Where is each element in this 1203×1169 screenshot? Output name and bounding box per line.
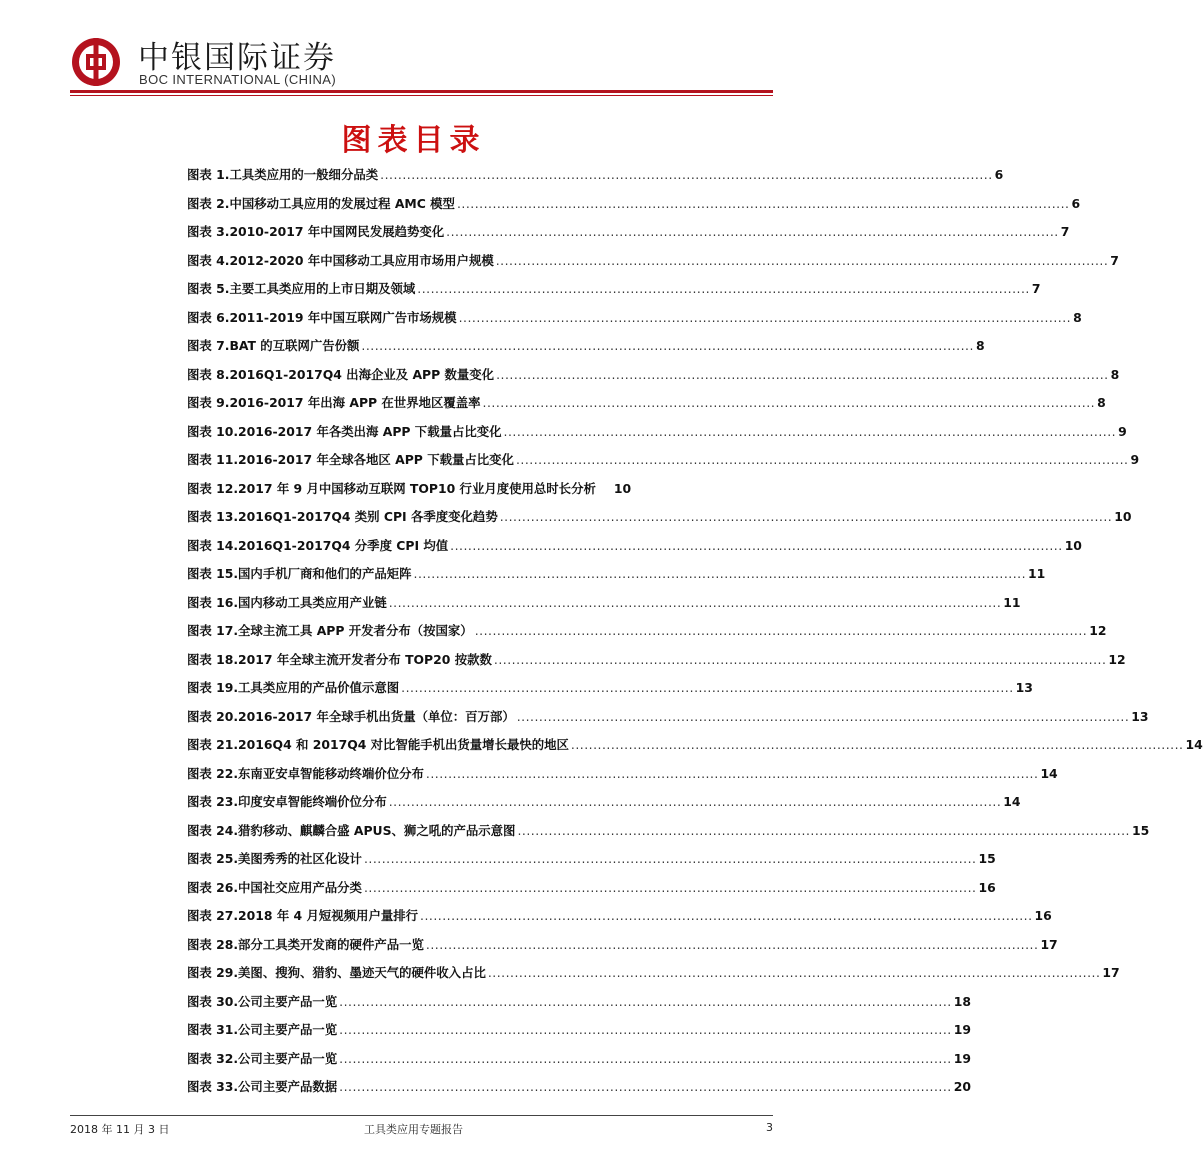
toc-entry[interactable] [187, 1077, 971, 1106]
toc-entry-number: 图表 22. [187, 765, 239, 781]
toc-entry[interactable] [187, 222, 1070, 251]
toc-leader-dots: .......................................................................................................................................... [413, 566, 1027, 581]
toc-entry-number: 图表 26. [187, 879, 239, 895]
toc-entry-title: 印度安卓智能终端价位分布 [238, 794, 387, 809]
toc-entry-number: 图表 19. [187, 680, 239, 695]
header-divider [70, 90, 773, 93]
toc-entry-title: 中国移动工具应用的发展过程 AMC 模型 [229, 195, 455, 211]
toc-entry-number: 图表 21. [187, 737, 239, 752]
toc-entry-number: 图表 31. [187, 1022, 239, 1037]
toc-entry[interactable] [187, 450, 1140, 479]
toc-entry-number: 图表 30. [187, 993, 239, 1009]
toc-entry-page: 17 [1040, 936, 1058, 952]
toc-leader-dots: .......................................................................................................................................... [570, 737, 1184, 752]
toc-entry-title: 工具类应用的一般细分品类 [229, 167, 379, 182]
toc-entry-number: 图表 10. [187, 423, 239, 439]
toc-entry-title: 2017 年全球主流开发者分布 TOP20 按款数 [238, 651, 492, 667]
toc-entry-number: 图表 6. [187, 309, 230, 325]
toc-entry-page: 12 [1108, 651, 1126, 667]
toc-leader-dots: .......................................................................................................................................... [388, 594, 1002, 610]
toc-entry[interactable] [187, 251, 1119, 280]
toc-entry-title: 2016Q1-2017Q4 类别 CPI 各季度变化趋势 [238, 509, 498, 524]
toc-entry-number: 图表 24. [187, 822, 239, 838]
toc-entry[interactable] [187, 764, 1058, 793]
toc-entry-page: 9 [1118, 423, 1127, 439]
toc-entry-page: 16 [1034, 908, 1052, 923]
toc-entry-number: 图表 11. [187, 452, 239, 467]
toc-entry-page: 14 [1040, 765, 1058, 781]
toc-leader-dots: .......................................................................................................................................... [388, 794, 1002, 809]
toc-entry-title: 2018 年 4 月短视频用户量排行 [238, 908, 419, 923]
toc-entry-title: 主要工具类应用的上市日期及领域 [229, 281, 416, 296]
toc-entry[interactable] [187, 906, 1052, 935]
toc-entry-page: 7 [1031, 281, 1041, 296]
toc-entry[interactable] [187, 735, 1203, 764]
toc-leader-dots: .......................................................................................................................................... [450, 537, 1063, 553]
toc-entry-title: 猎豹移动、麒麟合盛 APUS、狮之吼的产品示意图 [238, 822, 516, 838]
toc-entry-title: 2016-2017 年全球手机出货量（单位：百万部） [238, 708, 515, 724]
toc-leader-dots: .......................................................................................................................................... [339, 993, 952, 1009]
toc-entry-number: 图表 12. [187, 480, 239, 496]
toc-leader-dots: .......................................................................................................................................... [482, 395, 1096, 410]
toc-entry-number: 图表 27. [187, 908, 239, 923]
toc-leader-dots: .......................................................................................................................................... [339, 1050, 952, 1066]
toc-entry-title: 2016-2017 年出海 APP 在世界地区覆盖率 [229, 395, 481, 410]
toc-entry-title: 公司主要产品一览 [238, 1050, 338, 1066]
header-divider-thin [70, 95, 773, 96]
toc-entry-number: 图表 9. [187, 395, 230, 410]
toc-entry-page: 6 [994, 167, 1004, 182]
toc-leader-dots: .......................................................................................................................................... [401, 680, 1014, 695]
toc-entry-page: 10 [1114, 509, 1132, 524]
toc-entry[interactable] [187, 564, 1046, 593]
toc-leader-dots: .......................................................................................................................................... [425, 936, 1039, 952]
toc-entry-page: 6 [1071, 195, 1081, 211]
toc-entry-number: 图表 29. [187, 965, 239, 980]
toc-entry-page: 12 [1089, 623, 1107, 638]
toc-leader-dots: .......................................................................................................................................... [339, 1022, 952, 1037]
toc-entry[interactable] [187, 507, 1132, 536]
toc-entry-number: 图表 2. [187, 195, 230, 211]
toc-entry-title: 2016Q1-2017Q4 出海企业及 APP 数量变化 [229, 366, 495, 382]
toc-entry-page: 8 [1097, 395, 1106, 410]
toc-leader-dots: .......................................................................................................................................... [516, 708, 1130, 724]
toc-entry[interactable] [187, 992, 971, 1021]
toc-entry[interactable] [187, 365, 1120, 394]
toc-entry[interactable] [187, 422, 1127, 451]
toc-entry-page: 14 [1003, 794, 1021, 809]
toc-entry-page: 16 [978, 879, 996, 895]
toc-entry[interactable] [187, 1049, 971, 1078]
brand-name-en: BOC INTERNATIONAL (CHINA) [139, 72, 337, 87]
toc-entry-number: 图表 25. [187, 851, 239, 866]
toc-entry-title: 全球主流工具 APP 开发者分布（按国家） [238, 623, 473, 638]
toc-entry-number: 图表 3. [187, 224, 230, 239]
toc-entry-page: 18 [953, 993, 971, 1009]
toc-entry-number: 图表 15. [187, 566, 239, 581]
toc-leader-dots: .......................................................................................................................................... [361, 338, 974, 353]
toc-entry-page: 19 [953, 1050, 971, 1066]
toc-entry-title: 公司主要产品一览 [238, 1022, 338, 1037]
toc-entry-number: 图表 5. [187, 281, 230, 296]
toc-entry[interactable] [187, 849, 996, 878]
toc-entry-title: 中国社交应用产品分类 [238, 879, 362, 895]
boc-logo-icon [70, 36, 122, 88]
toc-entry[interactable] [187, 593, 1021, 622]
toc-entry[interactable] [187, 479, 665, 508]
toc-entry-title: 部分工具类开发商的硬件产品一览 [238, 936, 424, 952]
toc-entry-number: 图表 16. [187, 594, 239, 610]
toc-leader-dots: .......................................................................................................................................... [417, 281, 1030, 296]
toc-entry[interactable] [187, 308, 1082, 337]
toc-entry-page: 8 [975, 338, 985, 353]
toc-entry-page: 14 [1185, 737, 1203, 752]
toc-entry-title: 2016Q1-2017Q4 分季度 CPI 均值 [238, 537, 449, 553]
toc-entry-title: 2016-2017 年全球各地区 APP 下载量占比变化 [238, 452, 514, 467]
toc-entry-number: 图表 18. [187, 651, 239, 667]
toc-entry-page: 7 [1110, 252, 1119, 268]
toc-list [187, 165, 1203, 1106]
toc-entry[interactable] [187, 621, 1107, 650]
toc-entry[interactable] [187, 536, 1082, 565]
footer-page-number: 3 [766, 1121, 773, 1134]
toc-leader-dots: .......................................................................................................................................... [363, 879, 977, 895]
toc-entry-title: BAT 的互联网广告份额 [229, 338, 360, 353]
toc-entry-page: 10 [613, 480, 632, 496]
toc-entry-number: 图表 8. [187, 366, 230, 382]
toc-title: 图表目录 [341, 123, 486, 158]
toc-entry-number: 图表 1. [187, 167, 230, 182]
toc-entry-number: 图表 7. [187, 338, 230, 353]
toc-entry-page: 15 [1131, 822, 1150, 838]
toc-entry-title: 美图、搜狗、猎豹、墨迹天气的硬件收入占比 [238, 965, 486, 980]
toc-leader-dots: .......................................................................................................................................... [496, 366, 1109, 382]
toc-entry[interactable] [187, 707, 1149, 736]
toc-entry-number: 图表 20. [187, 708, 239, 724]
toc-entry[interactable] [187, 792, 1021, 821]
toc-entry-page: 11 [1003, 594, 1021, 610]
brand-name-cn: 中银国际证券 [138, 40, 336, 76]
toc-entry-title: 2010-2017 年中国网民发展趋势变化 [229, 224, 445, 239]
toc-entry[interactable] [187, 821, 1150, 850]
toc-entry-page: 13 [1015, 680, 1033, 695]
toc-entry-title: 工具类应用的产品价值示意图 [238, 680, 400, 695]
footer-divider [70, 1115, 773, 1116]
toc-entry-title: 东南亚安卓智能移动终端价位分布 [238, 765, 424, 781]
toc-entry-page: 9 [1130, 452, 1140, 467]
toc-leader-dots: .......................................................................................................................................... [474, 623, 1088, 638]
toc-entry-title: 国内手机厂商和他们的产品矩阵 [238, 566, 412, 581]
toc-leader-dots: .......................................................................................................................................... [487, 965, 1101, 980]
toc-leader-dots: .......................................................................................................................................... [493, 651, 1107, 667]
toc-entry[interactable] [187, 650, 1126, 679]
toc-leader-dots: .......................................................................................................................................... [363, 851, 977, 866]
toc-entry[interactable] [187, 336, 985, 365]
toc-entry[interactable] [187, 194, 1081, 223]
toc-entry-number: 图表 33. [187, 1079, 239, 1094]
toc-entry-number: 图表 14. [187, 537, 239, 553]
toc-leader-dots: .......................................................................................................................................... [499, 509, 1113, 524]
toc-leader-dots: .......................................................................................................................................... [515, 452, 1129, 467]
toc-entry-page: 17 [1102, 965, 1120, 980]
toc-entry-title: 2011-2019 年中国互联网广告市场规模 [229, 309, 457, 325]
toc-leader-dots: .......................................................................................................................................... [420, 908, 1033, 923]
toc-entry-page: 13 [1131, 708, 1149, 724]
toc-leader-dots: .......................................................................................................................................... [503, 423, 1117, 439]
toc-entry[interactable] [187, 878, 996, 907]
toc-entry-number: 图表 32. [187, 1050, 239, 1066]
toc-entry-title: 公司主要产品数据 [238, 1079, 338, 1094]
toc-entry-page: 15 [978, 851, 996, 866]
toc-entry-page: 20 [953, 1079, 971, 1094]
toc-leader-dots: .......................................................................................................................................... [446, 224, 1059, 239]
toc-entry[interactable] [187, 935, 1058, 964]
footer-report-name: 工具类应用专题报告 [364, 1123, 463, 1136]
toc-entry-title: 2016Q4 和 2017Q4 对比智能手机出货量增长最快的地区 [238, 737, 569, 752]
toc-leader-dots: .......................................................................................................................................... [458, 309, 1072, 325]
toc-entry-title: 美图秀秀的社区化设计 [238, 851, 362, 866]
page-header [0, 0, 827, 100]
toc-entry-number: 图表 28. [187, 936, 239, 952]
toc-entry-page: 10 [1064, 537, 1082, 553]
toc-entry-page: 7 [1060, 224, 1070, 239]
toc-leader-dots: .......................................................................................................................................... [380, 167, 993, 182]
toc-entry[interactable] [187, 279, 1041, 308]
footer-date: 2018 年 11 月 3 日 [70, 1123, 170, 1136]
toc-entry-title: 2017 年 9 月中国移动互联网 TOP10 行业月度使用总时长分析 [238, 480, 596, 496]
toc-leader-dots: .......................................................................................................................................... [517, 822, 1130, 838]
toc-leader-dots: .......................................................................................................................................... [339, 1079, 952, 1094]
toc-entry-title: 国内移动工具类应用产业链 [238, 594, 387, 610]
toc-entry[interactable] [187, 165, 1004, 194]
toc-entry-title: 公司主要产品一览 [238, 993, 338, 1009]
toc-entry-title: 2016-2017 年各类出海 APP 下载量占比变化 [238, 423, 502, 439]
toc-entry-page: 11 [1028, 566, 1046, 581]
toc-entry[interactable] [187, 1020, 971, 1049]
toc-leader-dots: .......................................................................................................................................... [495, 252, 1109, 268]
toc-entry-number: 图表 23. [187, 794, 239, 809]
toc-entry-page: 8 [1110, 366, 1120, 382]
toc-entry-page: 8 [1073, 309, 1082, 325]
toc-entry-number: 图表 13. [187, 509, 239, 524]
toc-leader-dots: .......................................................................................................................................... [456, 195, 1070, 211]
toc-entry[interactable] [187, 393, 1106, 422]
toc-leader-dots: .......................................................................................................................................... [425, 765, 1039, 781]
toc-entry-title: 2012-2020 年中国移动工具应用市场用户规模 [229, 252, 494, 268]
toc-entry[interactable] [187, 678, 1033, 707]
toc-entry-page: 19 [953, 1022, 971, 1037]
toc-entry[interactable] [187, 963, 1120, 992]
toc-entry-number: 图表 4. [187, 252, 230, 268]
toc-entry-number: 图表 17. [187, 623, 239, 638]
